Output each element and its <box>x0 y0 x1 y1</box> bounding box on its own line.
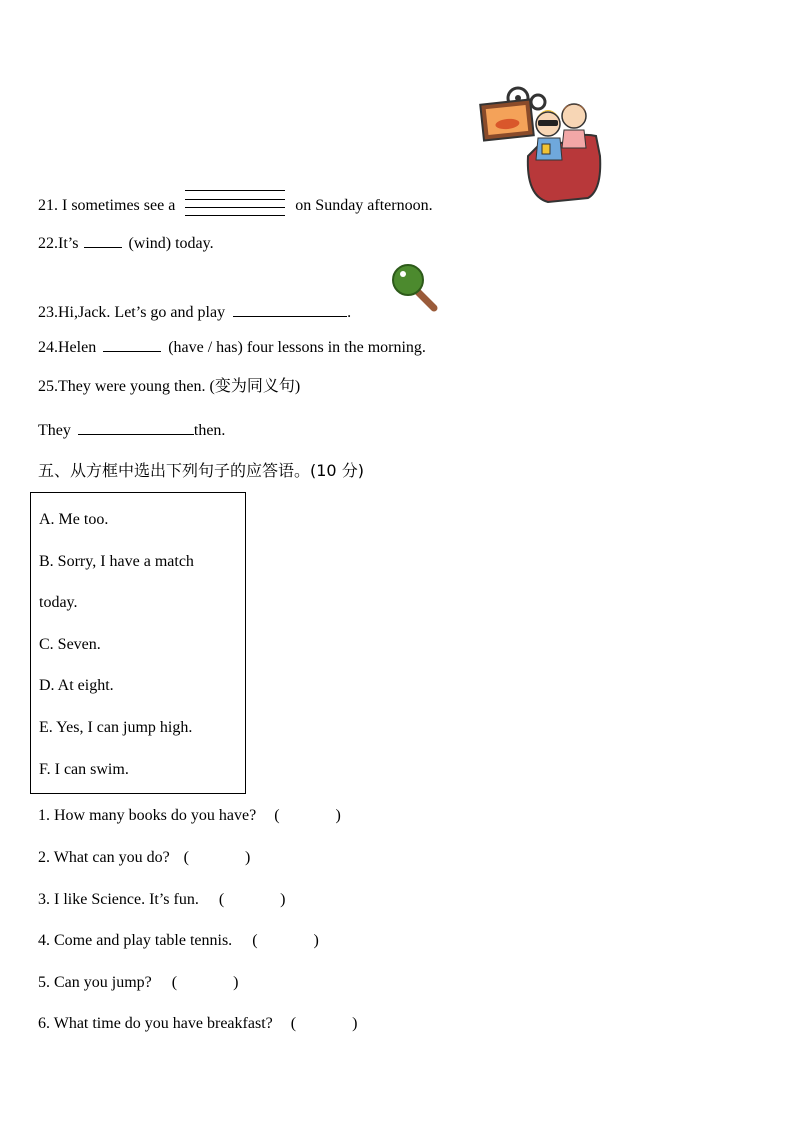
cinema-illustration <box>478 86 608 208</box>
answer-blank-25[interactable] <box>78 420 194 435</box>
item-2-text: 2. What can you do? <box>38 849 170 866</box>
answer-paren-6[interactable]: ( ) <box>290 1015 358 1032</box>
question-21 <box>38 190 433 216</box>
question-24 <box>38 337 426 358</box>
question-24-text: 24.Helen <box>38 339 97 356</box>
question-23 <box>38 302 351 323</box>
item-2 <box>38 848 250 868</box>
question-25-answer <box>38 420 225 441</box>
option-f: F. I can swim. <box>39 761 129 778</box>
answer-blank-24[interactable] <box>103 337 161 352</box>
item-1-text: 1. How many books do you have? <box>38 807 257 824</box>
question-23-text-end: . <box>347 304 352 321</box>
question-22-text: 22.It’s <box>38 235 79 252</box>
question-21-text: 21. I sometimes see a <box>38 197 176 214</box>
answer-blank-21[interactable] <box>185 190 285 216</box>
option-e: E. Yes, I can jump high. <box>39 719 193 736</box>
item-6 <box>38 1014 357 1034</box>
question-23-text: 23.Hi,Jack. Let’s go and play <box>38 304 226 321</box>
option-a: A. Me too. <box>39 511 109 528</box>
option-b-continued: today. <box>39 594 78 611</box>
question-22-text-end: (wind) today. <box>128 235 214 252</box>
option-c: C. Seven. <box>39 636 101 653</box>
question-25 <box>38 377 300 397</box>
question-22 <box>38 233 214 254</box>
answer-paren-2[interactable]: ( ) <box>183 849 251 866</box>
ping-pong-paddle-illustration <box>390 264 440 314</box>
answer-paren-5[interactable]: ( ) <box>171 974 239 991</box>
answer-paren-1[interactable]: ( ) <box>274 807 341 824</box>
question-25-text: 25.They were young then. (变为同义句) <box>38 378 301 395</box>
item-4 <box>38 931 319 951</box>
answer-blank-23[interactable] <box>233 302 347 317</box>
answer-paren-3[interactable]: ( ) <box>218 891 286 908</box>
question-21-text-end: on Sunday afternoon. <box>295 197 433 214</box>
answer-blank-22[interactable] <box>84 233 122 248</box>
item-5-text: 5. Can you jump? <box>38 974 152 991</box>
option-d: D. At eight. <box>39 677 114 694</box>
option-b: B. Sorry, I have a match <box>39 553 194 570</box>
question-25-answer-start: They <box>38 422 71 439</box>
answer-paren-4[interactable]: ( ) <box>252 932 319 949</box>
item-4-text: 4. Come and play table tennis. <box>38 932 233 949</box>
question-25-answer-end: then. <box>193 422 226 439</box>
item-1 <box>38 806 341 826</box>
item-6-text: 6. What time do you have breakfast? <box>38 1015 273 1032</box>
item-5 <box>38 973 238 993</box>
options-box <box>30 492 246 794</box>
item-3-text: 3. I like Science. It’s fun. <box>38 891 199 908</box>
question-24-text-end: (have / has) four lessons in the morning. <box>168 339 426 356</box>
section-5-heading: 五、从方框中选出下列句子的应答语。(10 分) <box>38 461 364 480</box>
item-3 <box>38 890 286 910</box>
